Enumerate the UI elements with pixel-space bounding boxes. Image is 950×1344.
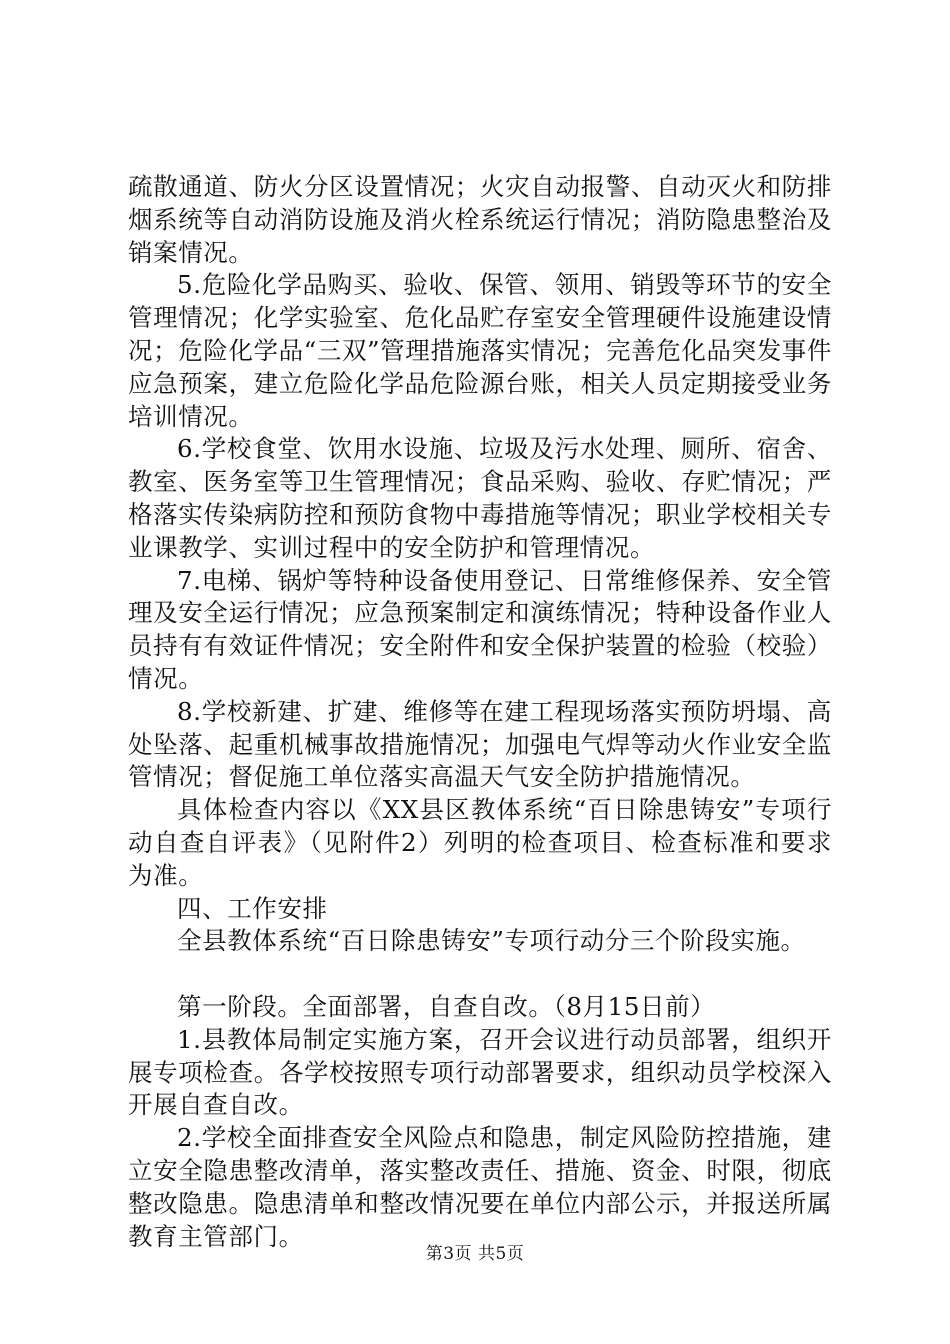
paragraph-stage1-item-2: 2.学校全面排查安全风险点和隐患，制定风险防控措施，建立安全隐患整改清单，落实整改责任、措施、资金、时限，彻底整改隐患。隐患清单和整改情况要在单位内部公示，并报送所属教育主管部门。 [128, 1123, 832, 1251]
paragraph-item-8-construction: 8.学校新建、扩建、维修等在建工程现场落实预防坍塌、高处坠落、起重机械事故措施情况；加强电气焊等动火作业安全监管情况；督促施工单位落实高温天气安全防护措施情况。 [128, 696, 832, 792]
paragraph-inspection-content: 具体检查内容以《XX县区教体系统“百日除患铸安”专项行动自查自评表》（见附件2）列明的检查项目、检查标准和要求为准。 [128, 795, 832, 890]
paragraph-item-7-special-equipment: 7.电梯、锅炉等特种设备使用登记、日常维修保养、安全管理及安全运行情况；应急预案制定和演练情况；特种设备作业人员持有有效证件情况；安全附件和安全保护装置的检验（校验）情况。 [128, 565, 832, 693]
paragraph-item-6-sanitation: 6.学校食堂、饮用水设施、垃圾及污水处理、厕所、宿舍、教室、医务室等卫生管理情况；食品采购、验收、存贮情况；严格落实传染病防控和预防食物中毒措施等情况；职业学校相关专业课教学、实训过程中的安全防护和管理情况。 [128, 434, 832, 562]
paragraph-fire-safety-continued: 疏散通道、防火分区设置情况；火灾自动报警、自动灭火和防排烟系统等自动消防设施及消火栓系统运行情况；消防隐患整治及销案情况。 [128, 172, 832, 267]
document-body [128, 171, 832, 1253]
paragraph-three-stages: 全县教体系统“百日除患铸安”专项行动分三个阶段实施。 [177, 926, 806, 956]
page-number-footer: 第3页 共5页 [425, 1244, 525, 1264]
paragraph-stage1-item-1: 1.县教体局制定实施方案，召开会议进行动员部署，组织开展专项检查。各学校按照专项行动部署要求，组织动员学校深入开展自查自改。 [128, 1024, 832, 1120]
section-heading-work-arrangement: 四、工作安排 [177, 893, 328, 923]
stage-heading-first: 第一阶段。全面部署，自查自改。（8月15日前） [177, 991, 716, 1021]
paragraph-item-5-hazardous-chemicals: 5.危险化学品购买、验收、保管、领用、销毁等环节的安全管理情况；化学实验室、危化品贮存室安全管理硬件设施建设情况；危险化学品“三双”管理措施落实情况；完善危化品突发事件应急预案，建立危险化学品危险源台账，相关人员定期接受业务培训情况。 [128, 270, 832, 431]
